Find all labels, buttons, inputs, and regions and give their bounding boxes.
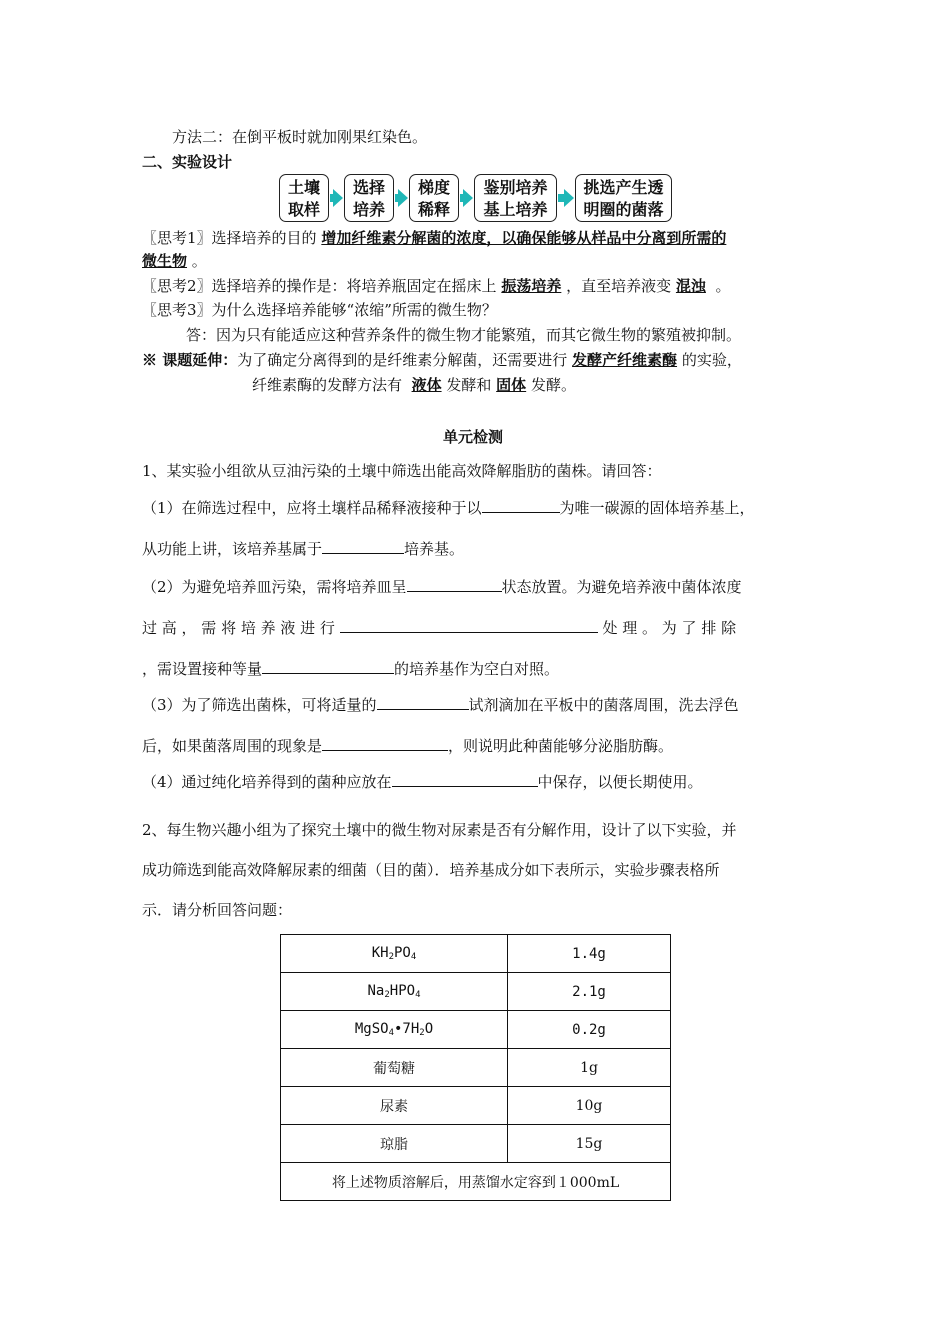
unit-test-title: 单元检测 [443, 428, 504, 446]
q1-part-2-line-1: （2）为避免培养皿污染，需将培养皿呈 状态放置。为避免培养液中菌体浓度 [142, 578, 742, 596]
amount-cell: 10g [508, 1087, 671, 1125]
q1-part-3-line-1: （3）为了筛选出菌株，可将适量的 试剂滴加在平板中的菌落周围，洗去浮色 [142, 696, 739, 714]
table-row [281, 973, 671, 1011]
medium-composition-table [280, 934, 671, 1201]
table-footer-note: 将上述物质溶解后，用蒸馏水定容到１000mL [281, 1163, 671, 1201]
answer-blank[interactable] [392, 771, 538, 787]
ingredient-cell: $Na_2HPO_4$ [281, 973, 508, 1011]
q1-part-3-line-2: 后，如果菌落周围的现象是 ，则说明此种菌能够分泌脂肪酶。 [142, 737, 674, 755]
answer-blank[interactable] [407, 576, 502, 592]
think-2-line: 〖思考2〗选择培养的操作是：将培养瓶固定在摇床上 振荡培养 ，直至培养液变 混浊 。 [142, 277, 731, 295]
amount-cell: 1g [508, 1049, 671, 1087]
amount-cell: 2.1g [508, 973, 671, 1011]
think-1-line: 〖思考1〗选择培养的目的 增加纤维素分解菌的浓度，以确保能够从样品中分离到所需的 [142, 229, 727, 247]
question-1: 1、某实验小组欲从豆油污染的土壤中筛选出能高效降解脂肪的菌株。请回答： [142, 462, 662, 480]
extension-answer-2: 液体 [411, 376, 442, 394]
flow-step-differential-culture: 鉴别培养 基上培养 [474, 174, 557, 222]
ingredient-cell: 尿素 [281, 1087, 508, 1125]
amount-cell: 0.2g [508, 1011, 671, 1049]
think-3-line: 〖思考3〗为什么选择培养能够“浓缩”所需的微生物？ [142, 301, 497, 319]
amount-cell: 15g [508, 1125, 671, 1163]
answer-blank[interactable] [322, 538, 404, 554]
q1-part-2-line-2: 过 高 ， 需 将 培 养 液 进 行 处 理 。 为 了 排 除 [142, 619, 737, 637]
answer-blank[interactable] [377, 694, 469, 710]
extension-label: ※ 课题延伸： [142, 351, 238, 369]
method-two-line: 方法二：在倒平板时就加刚果红染色。 [172, 128, 428, 146]
think-2-answer-2: 混浊 [675, 277, 706, 295]
answer-blank[interactable] [482, 497, 560, 513]
table-row [281, 935, 671, 973]
table-row [281, 1087, 671, 1125]
flow-step-gradient-dilution: 梯度 稀释 [409, 174, 459, 222]
flow-step-pick-colony: 挑选产生透 明圈的菌落 [575, 174, 672, 222]
answer-blank[interactable] [340, 617, 598, 633]
answer-blank[interactable] [322, 735, 448, 751]
table-row [281, 1011, 671, 1049]
q1-part-1-line-1: （1）在筛选过程中，应将土壤样品稀释液接种于以 为唯一碳源的固体培养基上， [142, 499, 755, 517]
q1-part-1-line-2: 从功能上讲，该培养基属于 培养基。 [142, 540, 465, 558]
ingredient-cell: $KH_2PO_4$ [281, 935, 508, 973]
table-footer-row [281, 1163, 671, 1201]
think-1-answer: 增加纤维素分解菌的浓度，以确保能够从样品中分离到所需的 [321, 229, 727, 247]
ingredient-cell: $MgSO_4•7H_2O$ [281, 1011, 508, 1049]
question-2-line-3: 示．请分析回答问题： [142, 901, 293, 919]
extension-answer-1: 发酵产纤维素酶 [572, 351, 678, 369]
q1-part-4-line: （4）通过纯化培养得到的菌种应放在 中保存，以便长期使用。 [142, 773, 703, 791]
ingredient-cell: 琼脂 [281, 1125, 508, 1163]
extension-line-1: ※ 课题延伸：为了确定分离得到的是纤维素分解菌，还需要进行 发酵产纤维素酶 的实验， [142, 351, 742, 369]
amount-cell: 1.4g [508, 935, 671, 973]
section-heading: 二、实验设计 [142, 153, 233, 171]
extension-line-2: 纤维素酶的发酵方法有 液体 发酵和 固体 发酵。 [252, 376, 576, 394]
table-row [281, 1049, 671, 1087]
answer-blank[interactable] [262, 658, 394, 674]
think-3-answer: 答：因为只有能适应这种营养条件的微生物才能繁殖，而其它微生物的繁殖被抑制。 [186, 326, 742, 344]
think-2-answer-1: 振荡培养 [501, 277, 562, 295]
question-2-line-1: 2、每生物兴趣小组为了探究土壤中的微生物对尿素是否有分解作用，设计了以下实验，并 [142, 821, 737, 839]
extension-answer-3: 固体 [496, 376, 527, 394]
flow-step-soil-sampling: 土壤 取样 [279, 174, 329, 222]
table-row [281, 1125, 671, 1163]
think-1-line-2: 微生物 。 [142, 252, 207, 270]
ingredient-cell: 葡萄糖 [281, 1049, 508, 1087]
q1-part-2-line-3: ，需设置接种等量 的培养基作为空白对照。 [142, 660, 560, 678]
question-2-line-2: 成功筛选到能高效降解尿素的细菌（目的菌）．培养基成分如下表所示，实验步骤表格所 [142, 861, 720, 879]
flow-step-selective-culture: 选择 培养 [344, 174, 394, 222]
